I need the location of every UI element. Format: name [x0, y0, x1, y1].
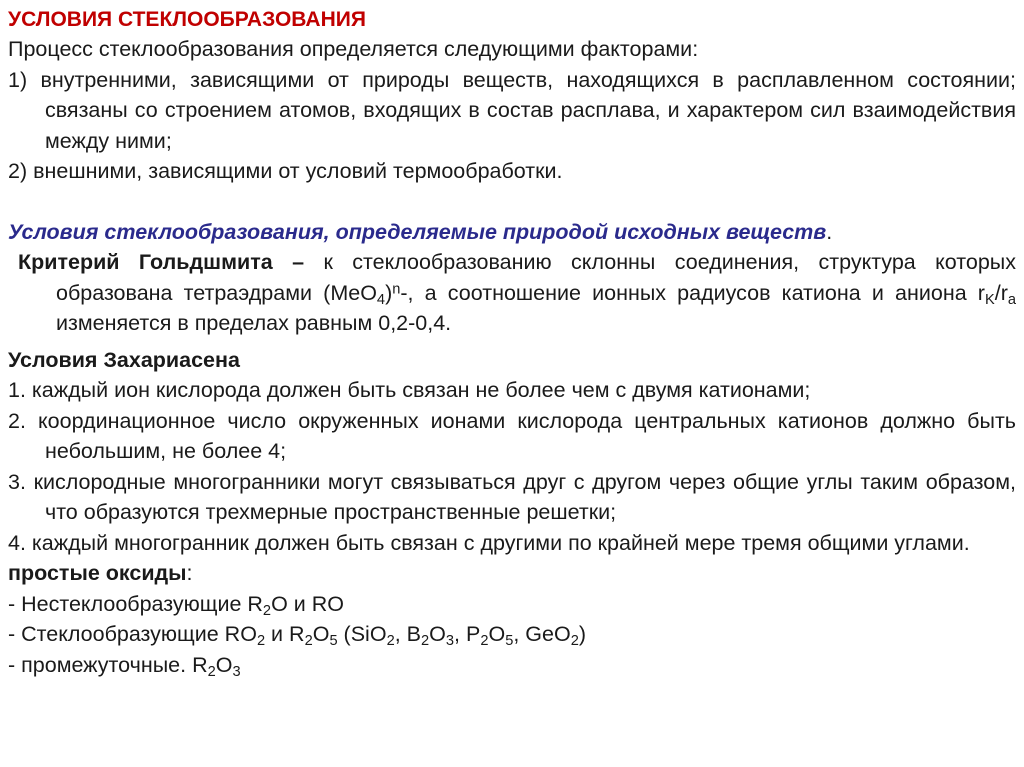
oxides-glass-f-sub: 3: [445, 633, 455, 650]
oxides-glass-f: O: [429, 622, 446, 646]
oxides-nonglass-b: O и RO: [271, 591, 344, 616]
oxides-heading-colon: :: [186, 561, 193, 585]
oxides-nonglass-a-sub: 2: [262, 602, 272, 619]
goldschmidt-ra-sub: a: [1007, 291, 1016, 308]
intro-text: Процесс стеклообразования определяется следующими факторами:: [8, 37, 699, 61]
goldschmidt-t2: ): [385, 280, 393, 305]
oxides-glass-c: O: [312, 622, 330, 646]
oxides-glass-c-sub: 5: [329, 633, 338, 650]
oxides-glass-g: , P: [454, 622, 481, 646]
zachariasen-item-3: 3. кислородные многогранники могут связываться друг с другом через общие углы таким образом, что образуются трехмерные пространственные решетки;: [8, 469, 1016, 524]
oxides-glass-d: (SiO: [337, 622, 387, 646]
goldschmidt-t1: к стеклообразованию склонны соединения, структура которых образована тетраэдрами (MeO: [56, 250, 1016, 305]
oxides-glass-h-sub: 5: [505, 633, 514, 650]
oxides-inter-a-sub: 2: [207, 663, 216, 680]
oxides-heading-text: простые оксиды: [8, 561, 187, 585]
goldschmidt-t4: /r: [994, 280, 1008, 305]
factor-internal: 1) внутренними, зависящими от природы веществ, находящихся в расплавленном состоянии; связаны со строением атомов, входящих в состав расплава, и характером сил взаимодействия между ними;: [8, 67, 1016, 153]
goldschmidt-t1-sub: 4: [376, 291, 386, 308]
goldschmidt-criterion: [8, 247, 1016, 339]
oxides-glass-i-sub: 2: [570, 633, 579, 650]
goldschmidt-t3: -, а соотношение ионных радиусов катиона и аниона r: [400, 280, 985, 305]
oxides-glass-d-sub: 2: [386, 633, 395, 650]
zachariasen-heading: Условия Захариасена: [8, 347, 240, 372]
oxides-glass-b: и R: [265, 622, 305, 646]
oxides-inter-b-sub: 3: [232, 663, 241, 680]
oxides-glass-j: ): [578, 622, 586, 646]
oxides-glass-i: , GeO: [513, 622, 571, 646]
oxides-glass-b-sub: 2: [304, 633, 313, 650]
oxides-intermediate: [8, 650, 1016, 681]
slide-title: УСЛОВИЯ СТЕКЛООБРАЗОВАНИЯ: [8, 8, 366, 31]
oxides-glass-e-sub: 2: [421, 633, 430, 650]
oxides-nonglass-a: - Нестеклообразующие R: [8, 591, 263, 616]
oxides-glass-a: - Стеклообразующие RO: [8, 622, 257, 646]
oxides-inter-a: - промежуточные. R: [8, 652, 208, 677]
goldschmidt-t5: изменяется в пределах равным 0,2-0,4.: [56, 311, 452, 335]
oxides-glass-e: , B: [394, 622, 421, 646]
zachariasen-item-4: 4. каждый многогранник должен быть связан с другими по крайней мере тремя общими углами.: [8, 530, 970, 555]
subheading-dot: .: [826, 219, 833, 244]
oxides-glass-g-sub: 2: [480, 633, 489, 650]
subheading: [8, 217, 1016, 248]
oxides-inter-b: O: [215, 652, 233, 677]
goldschmidt-rk-sub: K: [984, 291, 995, 308]
oxides-glassforming: [8, 619, 1016, 650]
oxides-glass-a-sub: 2: [256, 633, 266, 650]
oxides-glass-h: O: [488, 622, 506, 646]
factor-external: 2) внешними, зависящими от условий термообработки.: [8, 159, 563, 183]
zachariasen-item-2: 2. координационное число окруженных ионами кислорода центральных катионов должно быть небольшим, не более 4;: [8, 408, 1016, 463]
oxides-nonglass: [8, 589, 1016, 620]
oxides-heading: [8, 558, 1016, 589]
zachariasen-item-1: 1. каждый ион кислорода должен быть связан не более чем с двумя катионами;: [8, 378, 811, 402]
goldschmidt-label: Критерий Гольдшмита –: [18, 250, 305, 274]
subheading-text: Условия стеклообразования, определяемые природой исходных веществ: [8, 219, 827, 244]
goldschmidt-t2-sup: n: [392, 280, 401, 297]
